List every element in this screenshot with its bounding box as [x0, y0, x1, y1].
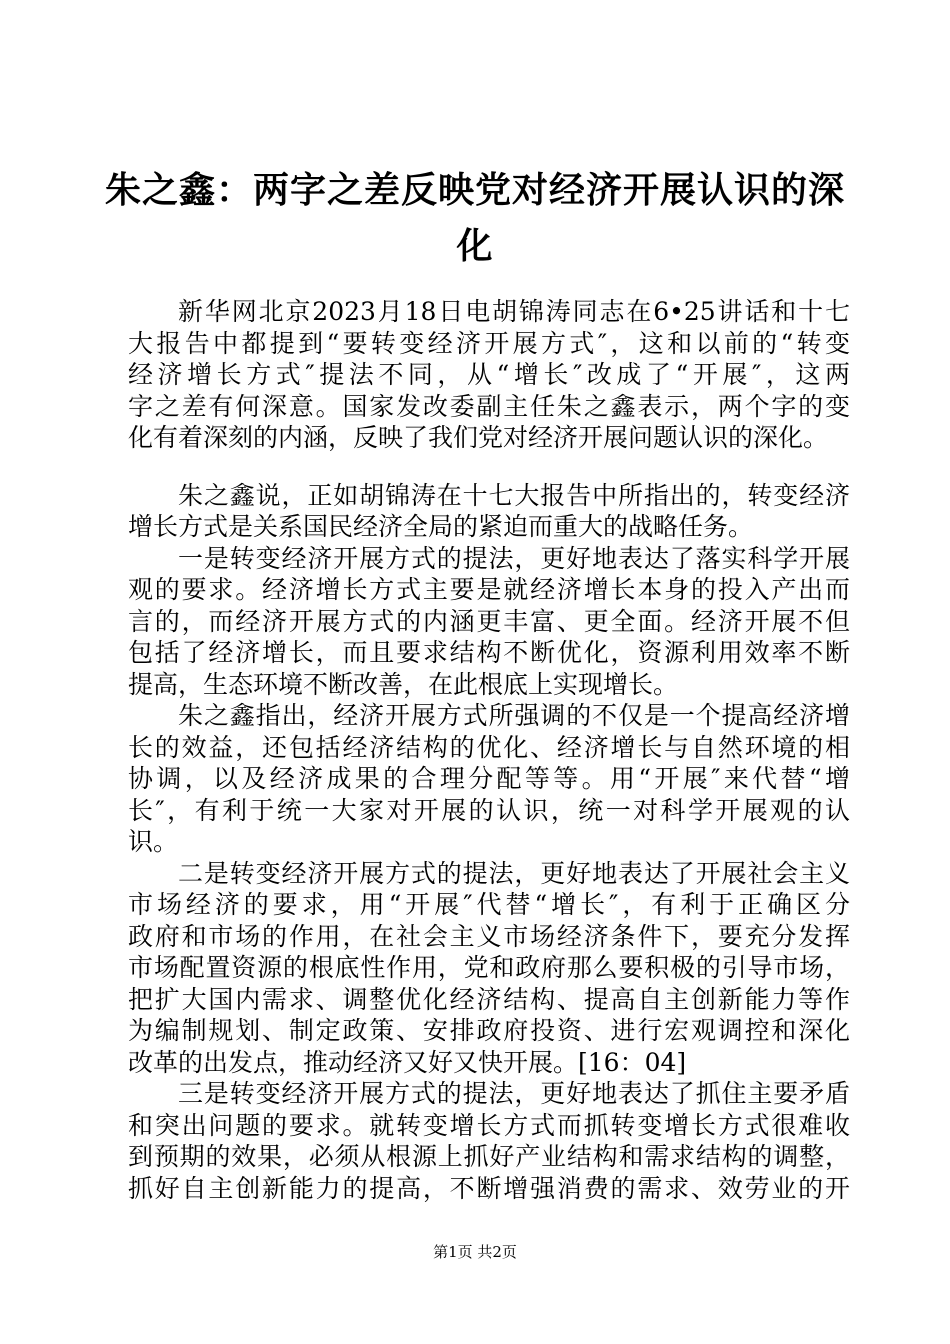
text-line: 协调，以及经济成果的合理分配等等。用“开展″来代替“增 [128, 764, 850, 793]
paragraph [128, 1078, 850, 1204]
paragraph [128, 858, 850, 1079]
text-line: 抓好自主创新能力的提高，不断增强消费的需求、效劳业的开 [128, 1173, 850, 1203]
text-line: 字之差有何深意。国家发改委副主任朱之鑫表示，两个字的变 [128, 391, 850, 421]
text-line: 增长方式是关系国民经济全局的紧迫而重大的战略任务。 [128, 512, 754, 541]
text-line: 观的要求。经济增长方式主要是就经济增长本身的投入产出而 [128, 575, 850, 604]
text-line: 言的，而经济开展方式的内涵更丰富、更全面。经济开展不但 [128, 606, 850, 636]
text-line: 包括了经济增长，而且要求结构不断优化，资源利用效率不断 [128, 638, 850, 667]
text-line: 二是转变经济开展方式的提法，更好地表达了开展社会主义 [178, 858, 850, 888]
text-line: 到预期的效果，必须从根源上抓好产业结构和需求结构的调整， [128, 1142, 850, 1171]
text-line: 市场经济的要求，用“开展″代替“增长″，有利于正确区分 [128, 890, 850, 919]
text-line: 政府和市场的作用，在社会主义市场经济条件下，要充分发挥 [128, 921, 850, 951]
text-line: 化有着深刻的内涵，反映了我们党对经济开展问题认识的深化。 [128, 423, 829, 452]
document-title-line-1: 朱之鑫：两字之差反映党对经济开展认识的深 [104, 169, 845, 211]
text-line: 改革的出发点，推动经济又好又快开展。[16：04] [128, 1047, 687, 1077]
paragraph [128, 480, 850, 543]
text-line: 为编制规划、制定政策、安排政府投资、进行宏观调控和深化 [128, 1016, 850, 1045]
text-line: 朱之鑫说，正如胡锦涛在十七大报告中所指出的，转变经济 [178, 480, 850, 510]
text-line: 大报告中都提到“要转变经济开展方式″，这和以前的“转变 [128, 328, 850, 358]
text-line: 经济增长方式″提法不同，从“增长″改成了“开展″，这两 [128, 360, 850, 389]
text-line: 一是转变经济开展方式的提法，更好地表达了落实科学开展 [178, 543, 850, 573]
text-line: 和突出问题的要求。就转变增长方式而抓转变增长方式很难收 [128, 1110, 850, 1140]
paragraph [128, 296, 850, 454]
text-line: 长″，有利于统一大家对开展的认识，统一对科学开展观的认 [128, 795, 850, 825]
paragraph [128, 700, 850, 858]
text-line: 市场配置资源的根底性作用，党和政府那么要积极的引导市场， [128, 953, 850, 982]
text-line: 长的效益，还包括经济结构的优化、经济增长与自然环境的相 [128, 732, 850, 762]
text-line: 三是转变经济开展方式的提法，更好地表达了抓住主要矛盾 [178, 1079, 850, 1108]
page-footer: 第1页 共2页 [433, 1243, 517, 1261]
text-line: 把扩大国内需求、调整优化经济结构、提高自主创新能力等作 [128, 984, 850, 1014]
paragraph [128, 543, 850, 701]
text-line: 朱之鑫指出，经济开展方式所强调的不仅是一个提高经济增 [178, 701, 850, 730]
text-line: 提高，生态环境不断改善，在此根底上实现增长。 [128, 669, 679, 699]
text-line: 新华网北京2023月18日电胡锦涛同志在6•25讲话和十七 [178, 297, 850, 326]
document-title-line-2: 化 [456, 225, 494, 267]
document-body [128, 296, 850, 1204]
blank-line [128, 454, 850, 480]
text-line: 识。 [128, 827, 179, 856]
